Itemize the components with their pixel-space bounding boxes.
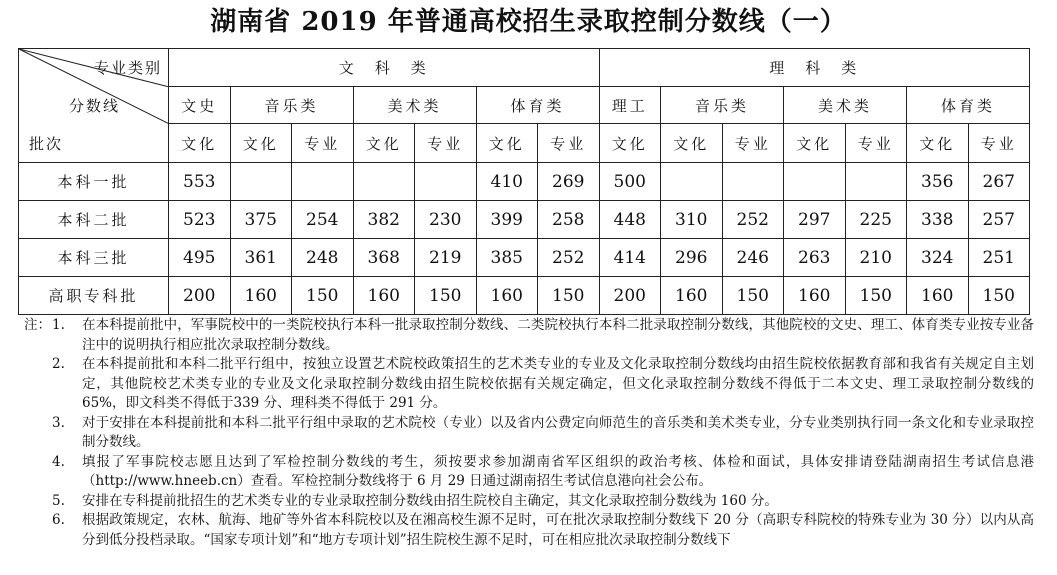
data-rows bbox=[19, 163, 1030, 315]
subcol-header: 文化 bbox=[661, 124, 723, 163]
score-cell: 150 bbox=[722, 277, 784, 315]
note-number: 2. bbox=[52, 356, 65, 372]
score-cell bbox=[784, 163, 846, 201]
score-cell: 150 bbox=[415, 277, 477, 315]
note-text: 根据政策规定，农林、航海、地矿等外省本科院校以及在湘高校生源不足时，可在批次录取控制分数线下 20 分（高职专科院校的特殊专业为 30 分）以内从高分到低分投档录取。“国家专项计划”和“地方专项计划”招生院校生源不足时，可在相应批次录取控制分数线下 bbox=[82, 512, 1034, 548]
table-row bbox=[19, 163, 1030, 201]
score-cell: 160 bbox=[661, 277, 723, 315]
table-row bbox=[19, 239, 1030, 277]
header-row-subcolumns bbox=[19, 124, 1030, 163]
score-cell: 448 bbox=[599, 201, 661, 239]
score-cell: 150 bbox=[845, 277, 907, 315]
diagonal-header-cell bbox=[19, 49, 169, 163]
corner-label-score-line: 分数线 bbox=[69, 97, 121, 115]
subject-header: 美术类 bbox=[353, 87, 476, 124]
subject-header: 音乐类 bbox=[230, 87, 353, 124]
note-prefix bbox=[24, 511, 52, 550]
score-cell: 500 bbox=[599, 163, 661, 201]
subcol-header: 文化 bbox=[476, 124, 538, 163]
score-table bbox=[18, 48, 1030, 315]
note-prefix bbox=[24, 355, 52, 414]
note-text: 安排在专科提前批招生的艺术类专业的专业录取控制分数线由招生院校自主确定，其文化录取控制分数线为 160 分。 bbox=[82, 492, 778, 509]
score-cell: 150 bbox=[538, 277, 600, 315]
score-cell: 258 bbox=[538, 201, 600, 239]
score-cell: 254 bbox=[292, 201, 354, 239]
subcol-header: 专业 bbox=[538, 124, 600, 163]
table-row bbox=[19, 201, 1030, 239]
score-cell: 324 bbox=[907, 239, 969, 277]
note-prefix bbox=[24, 453, 52, 492]
note-text: 在本科提前批和本科二批平行组中，按独立设置艺术院校政策招生的艺术类专业的专业及文化录取控制分数线均由招生院校依据教育部和我省有关规定自主划定，其他院校艺术类专业的专业及文化录取控制分数线由招生院校依据有关规定确定，但文化录取控制分数线不得低于二本文史、理工录取控制分数线的 65%，即文科类不得低于339 分、理科类不得低于 291 分。 bbox=[82, 356, 1034, 411]
score-cell: 382 bbox=[353, 201, 415, 239]
score-cell: 368 bbox=[353, 239, 415, 277]
subcol-header: 文化 bbox=[230, 124, 292, 163]
note-item bbox=[24, 511, 1034, 550]
batch-label: 高职专科批 bbox=[19, 277, 169, 315]
score-cell: 410 bbox=[476, 163, 538, 201]
subcol-header: 文化 bbox=[784, 124, 846, 163]
score-cell: 310 bbox=[661, 201, 723, 239]
score-cell: 200 bbox=[599, 277, 661, 315]
subject-header: 体育类 bbox=[476, 87, 599, 124]
notes-section bbox=[24, 316, 1034, 550]
subject-header: 美术类 bbox=[784, 87, 907, 124]
score-cell bbox=[722, 163, 784, 201]
note-text: 填报了军事院校志愿且达到了军检控制分数线的考生，须按要求参加湖南省军区组织的政治考核、体检和面试，具体安排请登陆湖南招生考试信息港（http://www.hneeb.cn）查看。军检控制分数线将于 6 月 29 日通过湖南招生考试信息港向社会公布。 bbox=[82, 453, 1034, 489]
note-prefix bbox=[24, 414, 52, 453]
note-item bbox=[24, 453, 1034, 492]
subcol-header: 文化 bbox=[599, 124, 661, 163]
batch-label: 本科三批 bbox=[19, 239, 169, 277]
score-cell bbox=[415, 163, 477, 201]
score-cell: 252 bbox=[538, 239, 600, 277]
corner-label-category: 专业类别 bbox=[93, 59, 162, 77]
score-cell bbox=[661, 163, 723, 201]
score-cell: 263 bbox=[784, 239, 846, 277]
score-cell: 297 bbox=[784, 201, 846, 239]
score-cell: 338 bbox=[907, 201, 969, 239]
score-cell: 399 bbox=[476, 201, 538, 239]
score-cell bbox=[845, 163, 907, 201]
score-cell: 414 bbox=[599, 239, 661, 277]
subject-header: 体育类 bbox=[907, 87, 1030, 124]
note-number: 1. bbox=[52, 317, 65, 333]
subcol-header: 文化 bbox=[353, 124, 415, 163]
score-cell: 246 bbox=[722, 239, 784, 277]
batch-label: 本科二批 bbox=[19, 201, 169, 239]
corner-label-batch: 批次 bbox=[29, 135, 64, 153]
note-text: 在本科提前批中，军事院校中的一类院校执行本科一批录取控制分数线、二类院校执行本科二批录取控制分数线，其他院校的文史、理工、体育类专业按专业备注中的说明执行相应批次录取控制分数线。 bbox=[82, 317, 1034, 353]
note-text: 对于安排在本科提前批和本科二批平行组中录取的艺术院校（专业）以及省内公费定向师范生的音乐类和美术类专业，分专业类别执行同一条文化和专业录取控制分数线。 bbox=[82, 414, 1034, 450]
score-cell: 150 bbox=[968, 277, 1030, 315]
score-cell: 252 bbox=[722, 201, 784, 239]
subject-header: 音乐类 bbox=[661, 87, 784, 124]
header-row-subjects bbox=[19, 87, 1030, 124]
score-cell: 248 bbox=[292, 239, 354, 277]
subcol-header: 专业 bbox=[722, 124, 784, 163]
note-item bbox=[24, 316, 1034, 355]
score-cell: 160 bbox=[784, 277, 846, 315]
score-cell: 251 bbox=[968, 239, 1030, 277]
subcol-header: 专业 bbox=[415, 124, 477, 163]
note-item bbox=[24, 355, 1034, 414]
score-cell: 495 bbox=[169, 239, 231, 277]
score-cell: 200 bbox=[169, 277, 231, 315]
subject-header: 理工 bbox=[599, 87, 661, 124]
note-prefix bbox=[24, 492, 52, 512]
note-number: 3. bbox=[52, 414, 65, 431]
note-prefix: 注： bbox=[24, 317, 51, 333]
score-cell: 160 bbox=[907, 277, 969, 315]
score-cell: 553 bbox=[169, 163, 231, 201]
score-cell: 523 bbox=[169, 201, 231, 239]
score-cell: 219 bbox=[415, 239, 477, 277]
score-cell: 160 bbox=[476, 277, 538, 315]
score-cell bbox=[292, 163, 354, 201]
score-cell: 361 bbox=[230, 239, 292, 277]
score-cell: 257 bbox=[968, 201, 1030, 239]
table-row bbox=[19, 277, 1030, 315]
note-number: 6. bbox=[52, 512, 65, 528]
score-cell: 150 bbox=[292, 277, 354, 315]
page-title: 湖南省 2019 年普通高校招生录取控制分数线（一） bbox=[210, 7, 847, 37]
note-number: 4. bbox=[52, 453, 65, 470]
subcol-header: 文化 bbox=[907, 124, 969, 163]
score-cell: 296 bbox=[661, 239, 723, 277]
group-header-liberal-arts: 文 科 类 bbox=[169, 49, 600, 87]
score-cell: 375 bbox=[230, 201, 292, 239]
score-cell: 230 bbox=[415, 201, 477, 239]
score-cell bbox=[230, 163, 292, 201]
subcol-header: 专业 bbox=[845, 124, 907, 163]
group-header-science: 理 科 类 bbox=[599, 49, 1030, 87]
score-cell: 385 bbox=[476, 239, 538, 277]
note-item bbox=[24, 414, 1034, 453]
score-cell bbox=[353, 163, 415, 201]
subcol-header: 专业 bbox=[292, 124, 354, 163]
note-item bbox=[24, 492, 1034, 512]
score-cell: 160 bbox=[353, 277, 415, 315]
score-cell: 210 bbox=[845, 239, 907, 277]
batch-label: 本科一批 bbox=[19, 163, 169, 201]
header-row-groups bbox=[19, 49, 1030, 87]
score-cell: 269 bbox=[538, 163, 600, 201]
subcol-header: 文化 bbox=[169, 124, 231, 163]
note-number: 5. bbox=[52, 492, 65, 509]
score-cell: 356 bbox=[907, 163, 969, 201]
score-cell: 267 bbox=[968, 163, 1030, 201]
score-cell: 160 bbox=[230, 277, 292, 315]
subcol-header: 专业 bbox=[968, 124, 1030, 163]
score-cell: 225 bbox=[845, 201, 907, 239]
subject-header: 文史 bbox=[169, 87, 231, 124]
